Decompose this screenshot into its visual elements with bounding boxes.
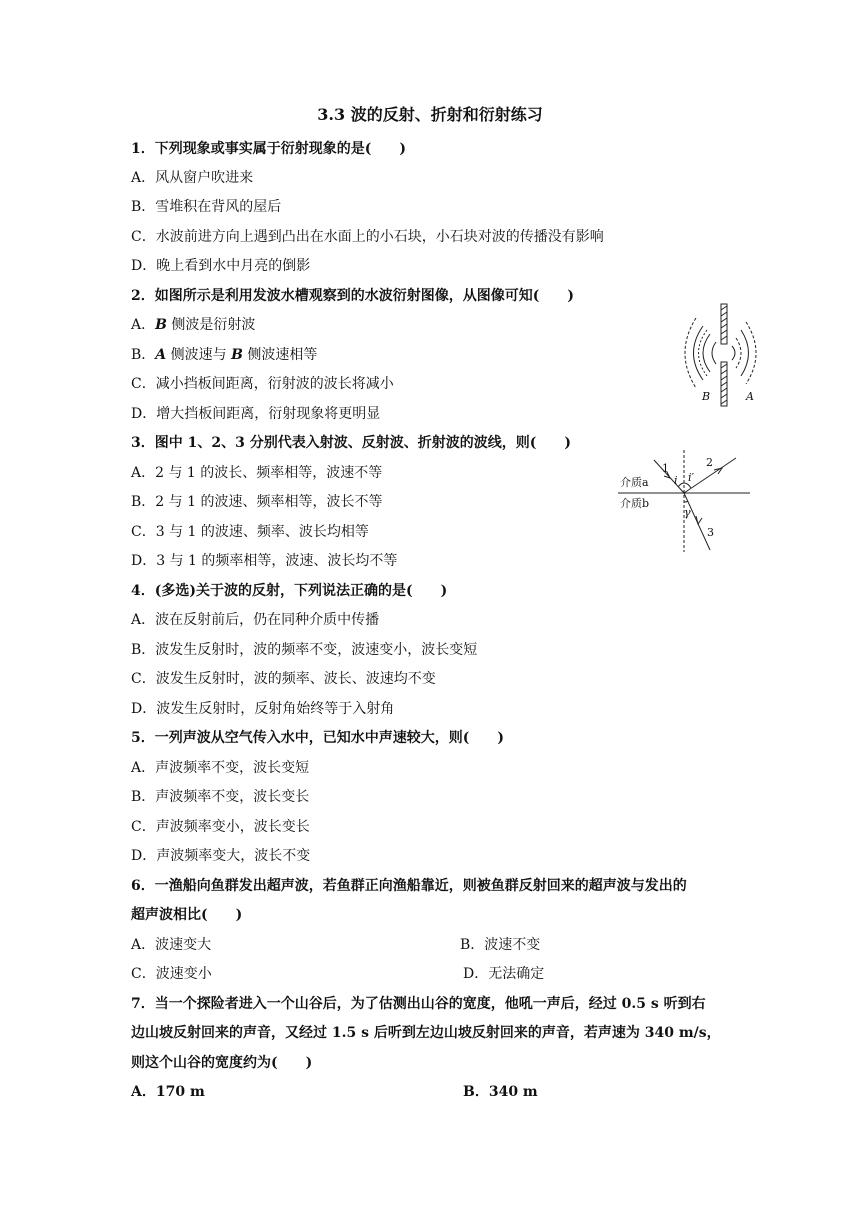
variable-a: A bbox=[155, 347, 167, 363]
ray-2-label: 2 bbox=[706, 456, 713, 469]
page-title: 3.3 波的反射、折射和衍射练习 bbox=[317, 105, 543, 124]
question-5-option-a: A．声波频率不变，波长变短 bbox=[131, 760, 310, 776]
refraction-figure bbox=[618, 448, 754, 554]
question-2-option-b bbox=[131, 345, 317, 365]
question-6-option-c: C．波速变小 bbox=[131, 966, 212, 982]
option-prefix: B． bbox=[131, 347, 156, 363]
question-1-option-c: C．水波前进方向上遇到凸出在水面上的小石块，小石块对波的传播没有影响 bbox=[131, 229, 604, 245]
angle-i-label: i bbox=[674, 474, 678, 487]
question-7-stem-line-3: 则这个山谷的宽度约为( ) bbox=[131, 1055, 313, 1071]
question-7-stem-line-1: 7．当一个探险者进入一个山谷后，为了估测出山谷的宽度，他吼一声后，经过 0.5 s 听到右 bbox=[131, 996, 706, 1012]
question-7-option-b: B．340 m bbox=[463, 1084, 538, 1100]
question-2-option-a bbox=[131, 315, 255, 335]
question-1-stem: 1．下列现象或事实属于衍射现象的是( ) bbox=[131, 141, 406, 157]
option-text: 侧波是衍射波 bbox=[166, 317, 256, 333]
medium-a-label: 介质a bbox=[620, 476, 649, 489]
question-4-stem: 4．(多选)关于波的反射，下列说法正确的是( ) bbox=[131, 583, 448, 599]
question-6-option-d: D．无法确定 bbox=[463, 966, 545, 982]
question-5-option-d: D．声波频率变大，波长不变 bbox=[131, 848, 311, 864]
angle-i-prime-label: i′ bbox=[688, 471, 695, 484]
question-6-option-b: B．波速不变 bbox=[460, 937, 541, 953]
question-7-stem-line-2: 边山坡反射回来的声音，又经过 1.5 s 后听到左边山坡反射回来的声音，若声速为 340 m/s， bbox=[131, 1025, 721, 1041]
option-text: 侧波速与 bbox=[166, 347, 232, 363]
question-6-stem-line-1: 6．一渔船向鱼群发出超声波，若鱼群正向渔船靠近，则被鱼群反射回来的超声波与发出的 bbox=[131, 878, 687, 894]
question-2-option-d: D．增大挡板间距离，衍射现象将更明显 bbox=[131, 406, 381, 422]
question-2-stem: 2．如图所示是利用发波水槽观察到的水波衍射图像，从图像可知( ) bbox=[131, 288, 574, 304]
question-3-option-d: D．3 与 1 的频率相等，波速、波长均不等 bbox=[131, 553, 398, 569]
question-3-option-c: C．3 与 1 的波速、频率、波长均相等 bbox=[131, 524, 369, 540]
figure-label-b: B bbox=[702, 390, 711, 403]
variable-b: B bbox=[155, 317, 167, 333]
ray-3-label: 3 bbox=[707, 526, 714, 539]
ray-1-label: 1 bbox=[662, 462, 669, 475]
diffraction-diagram bbox=[680, 302, 770, 408]
question-2-option-c: C．减小挡板间距离，衍射波的波长将减小 bbox=[131, 376, 394, 392]
question-5-option-c: C．声波频率变小，波长变长 bbox=[131, 819, 310, 835]
question-4-option-a: A．波在反射前后，仍在同种介质中传播 bbox=[131, 612, 380, 628]
variable-b: B bbox=[231, 347, 243, 363]
question-1-option-b: B．雪堆积在背风的屋后 bbox=[131, 199, 282, 215]
angle-gamma-label: γ bbox=[684, 506, 691, 519]
figure-label-a: A bbox=[746, 390, 754, 403]
question-3-stem: 3．图中 1、2、3 分别代表入射波、反射波、折射波的波线，则( ) bbox=[131, 435, 571, 451]
question-4-option-b: B．波发生反射时，波的频率不变，波速变小，波长变短 bbox=[131, 642, 478, 658]
question-7-option-a: A．170 m bbox=[131, 1084, 205, 1100]
question-5-option-b: B．声波频率不变，波长变长 bbox=[131, 789, 310, 805]
question-4-option-c: C．波发生反射时，波的频率、波长、波速均不变 bbox=[131, 671, 436, 687]
question-3-option-b: B．2 与 1 的波速、频率相等，波长不等 bbox=[131, 494, 383, 510]
option-text: 侧波速相等 bbox=[242, 347, 318, 363]
medium-b-label: 介质b bbox=[620, 497, 650, 510]
diffraction-figure bbox=[680, 302, 770, 408]
question-3-option-a: A．2 与 1 的波长、频率相等，波速不等 bbox=[131, 465, 383, 481]
question-5-stem: 5．一列声波从空气传入水中，已知水中声速较大，则( ) bbox=[131, 730, 504, 746]
question-4-option-d: D．波发生反射时，反射角始终等于入射角 bbox=[131, 701, 395, 717]
question-6-option-a: A．波速变大 bbox=[131, 937, 212, 953]
option-prefix: A． bbox=[131, 317, 156, 333]
question-1-option-d: D．晚上看到水中月亮的倒影 bbox=[131, 258, 311, 274]
question-1-option-a: A．风从窗户吹进来 bbox=[131, 170, 254, 186]
question-6-stem-line-2: 超声波相比( ) bbox=[131, 907, 243, 923]
